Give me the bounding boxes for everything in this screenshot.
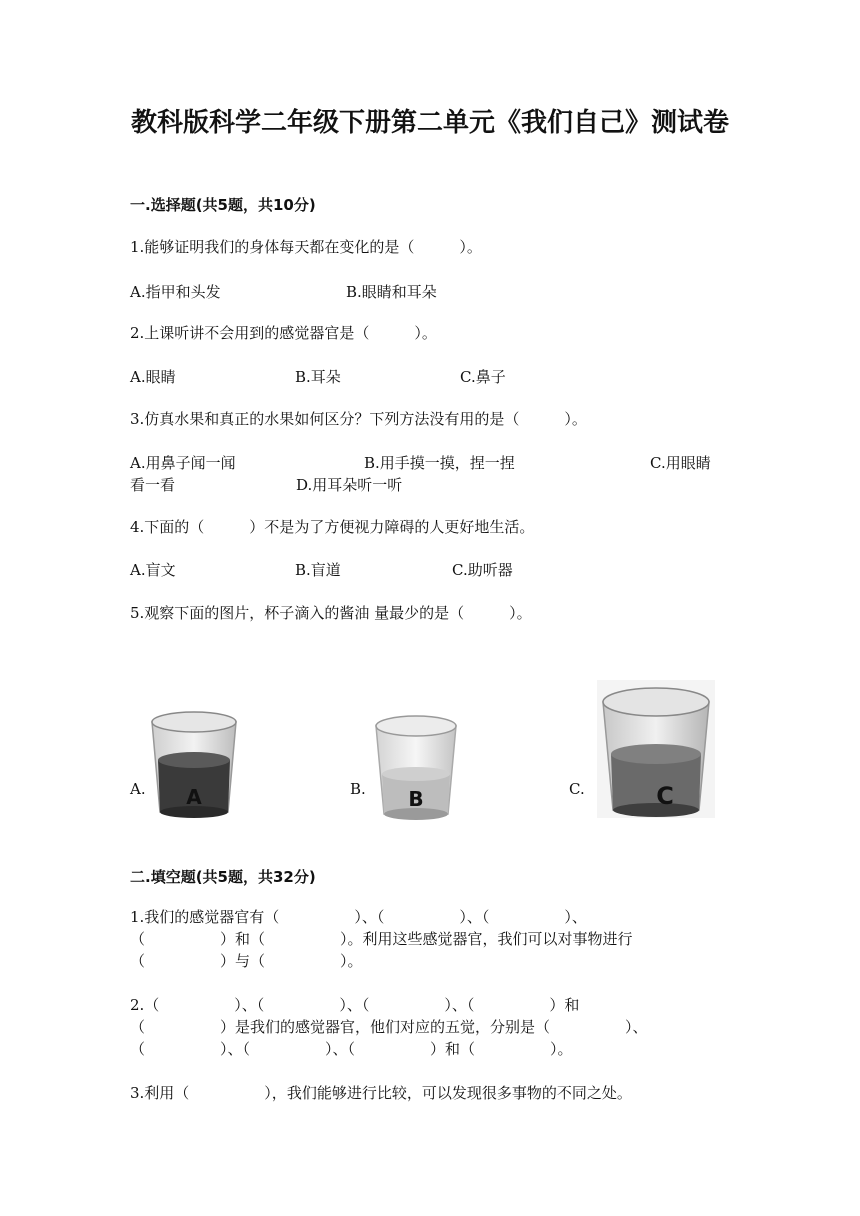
fill-2-line-3: （ ）、（ ）、（ ）和（ ）。 [130,1040,573,1058]
q4-option-c: C.助听器 [452,561,513,579]
fill-question-3: 3.利用（ ），我们能够进行比较，可以发现很多事物的不同之处。 [130,1084,632,1102]
q2-option-c: C.鼻子 [460,368,506,386]
cup-c-letter: C [656,782,674,810]
fill-question-1 [130,906,730,972]
question-2: 2.上课听讲不会用到的感觉器官是（ ）。 [130,324,437,342]
fill-2-line-2: （ ）是我们的感觉器官，他们对应的五觉，分别是（ ）、 [130,1018,648,1036]
fill-1-line-2: （ ）和（ ）。利用这些感觉器官，我们可以对事物进行 [130,930,633,948]
fill-1-line-1: 1.我们的感觉器官有（ ）、（ ）、（ ）、 [130,908,587,926]
fill-1-line-3: （ ）与（ ）。 [130,952,363,970]
question-4: 4.下面的（ ）不是为了方便视力障碍的人更好地生活。 [130,518,535,536]
fill-2-line-1: 2.（ ）、（ ）、（ ）、（ ）和 [130,996,580,1014]
question-3: 3.仿真水果和真正的水果如何区分？下列方法没有用的是（ ）。 [130,410,587,428]
question-5: 5.观察下面的图片，杯子滴入的酱油 量最少的是（ ）。 [130,604,532,622]
cup-c-image [597,680,715,818]
q3-option-a: A.用鼻子闻一闻 [130,454,236,472]
section-heading-choice: 一.选择题(共5题，共10分) [130,196,316,214]
q3-option-b: B.用手摸一摸，捏一捏 [364,454,515,472]
page-title: 教科版科学二年级下册第二单元《我们自己》测试卷 [130,108,729,138]
cup-b-image [370,712,462,822]
question-1: 1.能够证明我们的身体每天都在变化的是（ ）。 [130,238,482,256]
q5-option-b: B. [350,780,366,798]
q1-option-a: A.指甲和头发 [130,283,221,301]
q5-option-c: C. [569,780,585,798]
cup-b-letter: B [408,787,424,811]
cup-a-letter: A [186,785,202,809]
q3-option-c-cont: 看一看 [130,476,176,494]
section-heading-fill: 二.填空题(共5题，共32分) [130,868,316,886]
q3-option-d: D.用耳朵听一听 [296,476,403,494]
q2-option-a: A.眼睛 [130,368,176,386]
q4-option-a: A.盲文 [130,561,176,579]
q1-option-b: B.眼睛和耳朵 [346,283,437,301]
fill-question-2 [130,994,730,1060]
cup-a-image [146,708,242,820]
q4-option-b: B.盲道 [295,561,341,579]
q2-option-b: B.耳朵 [295,368,341,386]
q3-option-c: C.用眼睛 [650,454,711,472]
q5-option-a: A. [130,780,146,798]
